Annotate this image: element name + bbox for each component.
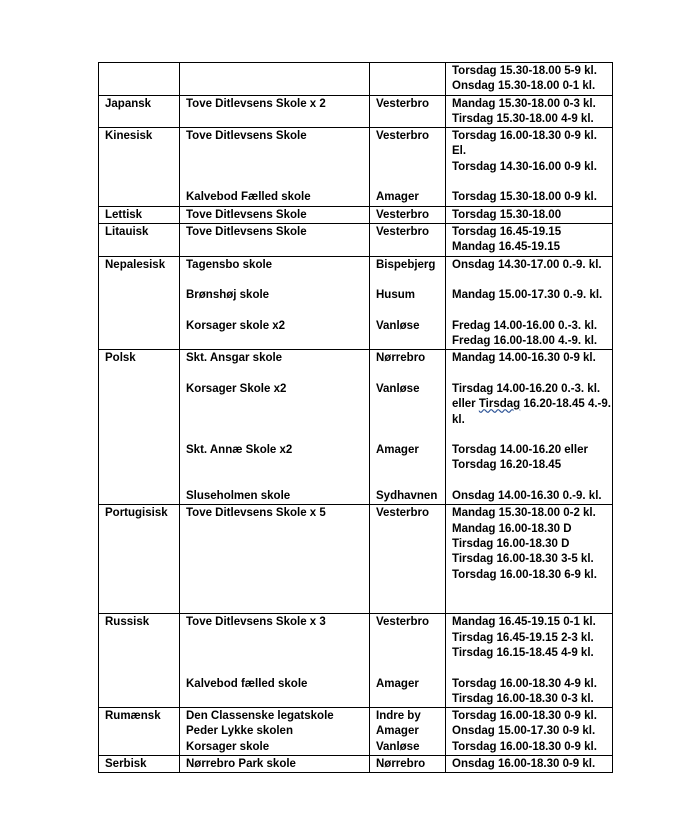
- area-name: [376, 631, 445, 646]
- school-name: Skt. Annæ Skole x2: [186, 444, 293, 457]
- school-cell: [180, 756, 370, 773]
- area-cell: [370, 756, 446, 773]
- language-cell: [99, 756, 180, 773]
- school-name: Tove Ditlevsens Skole x 2: [186, 97, 326, 110]
- area-cell: [370, 63, 446, 96]
- area-name: Vesterbro: [376, 616, 430, 629]
- area-name: Nørrebro: [376, 352, 426, 365]
- table-row: [99, 223, 613, 256]
- language-cell: [99, 128, 180, 206]
- school-name: Peder Lykke skolen: [186, 725, 293, 738]
- time-slot: Mandag 15.30-18.00 0-3 kl.: [452, 97, 596, 110]
- school-name: Tove Ditlevsens Skole: [186, 130, 307, 143]
- area-name: Amager: [376, 191, 419, 204]
- language-cell: [99, 206, 180, 223]
- time-slot: [452, 367, 612, 382]
- language-name: Portugisisk: [105, 507, 168, 520]
- school-cell: [180, 206, 370, 223]
- time-slot: Onsdag 14.30-17.00 0.-9. kl.: [452, 258, 602, 271]
- table-row: [99, 63, 613, 96]
- school-name: Tove Ditlevsens Skole x 3: [186, 616, 326, 629]
- school-name: [186, 160, 369, 175]
- language-name: Japansk: [105, 97, 152, 110]
- time-slot: Mandag 16.45-19.15 0-1 kl.: [452, 616, 596, 629]
- area-name: [376, 64, 445, 79]
- school-name: [186, 631, 369, 646]
- language-name: Serbisk: [105, 758, 147, 771]
- school-cell: [180, 505, 370, 614]
- school-name: Nørrebro Park skole: [186, 758, 296, 771]
- area-name: Indre by: [376, 710, 421, 723]
- language-cell: [99, 505, 180, 614]
- time-slot: Onsdag 14.00-16.30 0.-9. kl.: [452, 490, 602, 503]
- school-name: [186, 474, 369, 489]
- time-slot: Tirsdag 16.15-18.45 4-9 kl.: [452, 646, 594, 659]
- school-cell: [180, 256, 370, 350]
- school-cell: [180, 708, 370, 756]
- table-body: [99, 63, 613, 773]
- language-name: [105, 64, 179, 79]
- area-name: [376, 646, 445, 661]
- school-cell: [180, 223, 370, 256]
- time-slot-alternative: [452, 397, 612, 428]
- area-name: Vanløse: [376, 319, 420, 332]
- area-cell: [370, 708, 446, 756]
- time-slot: [452, 303, 612, 318]
- area-name: [376, 175, 445, 190]
- school-cell: [180, 63, 370, 96]
- times-cell: [446, 223, 613, 256]
- school-name: [186, 397, 369, 412]
- area-cell: [370, 95, 446, 128]
- time-slot: Mandag 16.00-18.30 D: [452, 522, 572, 535]
- times-cell: [446, 756, 613, 773]
- time-slot: Mandag 15.30-18.00 0-2 kl.: [452, 507, 596, 520]
- time-slot: [452, 661, 612, 676]
- time-slot: Torsdag 14.00-16.20 eller: [452, 444, 588, 457]
- time-slot: Tirsdag 16.45-19.15 2-3 kl.: [452, 631, 594, 644]
- language-name: Kinesisk: [105, 130, 153, 143]
- time-slot: Tirsdag 16.00-18.30 D: [452, 537, 570, 550]
- time-slot: Mandag 15.00-17.30 0.-9. kl.: [452, 289, 603, 302]
- times-cell: [446, 505, 613, 614]
- spellcheck-marked-word: Tirsdag: [478, 398, 521, 411]
- area-cell: [370, 223, 446, 256]
- language-name: Rumænsk: [105, 710, 161, 723]
- area-cell: [370, 350, 446, 505]
- school-name: [186, 79, 369, 94]
- table-row: [99, 505, 613, 614]
- area-name: [376, 303, 445, 318]
- time-slot: Tirsdag 16.00-18.30 0-3 kl.: [452, 692, 594, 705]
- school-name: [186, 661, 369, 676]
- school-name: Korsager skole: [186, 740, 270, 753]
- times-cell: [446, 256, 613, 350]
- area-name: [376, 397, 445, 412]
- school-name: Den Classenske legatskole: [186, 710, 334, 723]
- time-slot: Torsdag 14.30-16.00 0-9 kl.: [452, 160, 597, 173]
- times-cell: [446, 63, 613, 96]
- area-name: Amager: [376, 444, 419, 457]
- area-name: [376, 474, 445, 489]
- school-name: Tove Ditlevsens Skole: [186, 208, 307, 221]
- table-row: [99, 350, 613, 505]
- area-name: Vesterbro: [376, 97, 430, 110]
- school-name: Sluseholmen skole: [186, 490, 291, 503]
- area-name: Husum: [376, 289, 415, 302]
- area-name: Vesterbro: [376, 507, 430, 520]
- area-name: Vesterbro: [376, 225, 430, 238]
- school-name: Korsager skole x2: [186, 319, 286, 332]
- school-name: [186, 334, 369, 349]
- table-row: [99, 128, 613, 206]
- area-name: Sydhavnen: [376, 490, 438, 503]
- school-name: Kalvebod Fælled skole: [186, 191, 311, 204]
- area-name: [376, 334, 445, 349]
- school-name: Korsager Skole x2: [186, 382, 287, 395]
- area-name: Amager: [376, 677, 419, 690]
- area-cell: [370, 505, 446, 614]
- time-slot: Torsdag 15.30-18.00: [452, 208, 562, 221]
- school-cell: [180, 350, 370, 505]
- times-cell: [446, 350, 613, 505]
- area-name: Vanløse: [376, 382, 420, 395]
- school-name: [186, 273, 369, 288]
- time-slot: Torsdag 16.00-18.30 0-9 kl.: [452, 710, 597, 723]
- language-cell: [99, 95, 180, 128]
- time-slot: Onsdag 15.00-17.30 0-9 kl.: [452, 725, 596, 738]
- time-slot-prefix: eller: [452, 398, 479, 411]
- time-slot: Torsdag 16.00-18.30 0-9 kl.: [452, 740, 597, 753]
- area-name: Nørrebro: [376, 758, 426, 771]
- language-cell: [99, 708, 180, 756]
- language-name: Litauisk: [105, 225, 149, 238]
- area-name: Vesterbro: [376, 130, 430, 143]
- language-name: Lettisk: [105, 208, 143, 221]
- school-name: [186, 175, 369, 190]
- area-name: [376, 273, 445, 288]
- language-name: Nepalesisk: [105, 258, 166, 271]
- area-cell: [370, 614, 446, 708]
- language-schedule-table: [98, 62, 613, 773]
- table-row: [99, 256, 613, 350]
- times-cell: [446, 128, 613, 206]
- time-slot: Onsdag 16.00-18.30 0-9 kl.: [452, 758, 596, 771]
- language-cell: [99, 63, 180, 96]
- school-name: Kalvebod fælled skole: [186, 677, 308, 690]
- area-name: [376, 692, 445, 707]
- school-name: Tove Ditlevsens Skole: [186, 225, 307, 238]
- time-slot: Torsdag 16.00-18.30 0-9 kl.: [452, 130, 597, 143]
- time-slot: [452, 583, 612, 598]
- area-name: [376, 160, 445, 175]
- time-slot: Torsdag 16.00-18.30 6-9 kl.: [452, 568, 597, 581]
- school-name: [186, 646, 369, 661]
- table-row: [99, 206, 613, 223]
- language-name: Russisk: [105, 616, 150, 629]
- time-slot: [452, 598, 612, 613]
- school-name: [186, 144, 369, 159]
- time-slot: Fredag 14.00-16.00 0.-3. kl.: [452, 319, 598, 332]
- language-cell: [99, 223, 180, 256]
- area-name: [376, 413, 445, 428]
- time-slot: Torsdag 15.30-18.00 5-9 kl.: [452, 65, 597, 77]
- language-name: Polsk: [105, 352, 136, 365]
- time-slot: [452, 474, 612, 489]
- times-cell: [446, 708, 613, 756]
- school-name: Brønshøj skole: [186, 289, 270, 302]
- time-slot-suffix: 16.20-18.45 4.-9. kl.: [452, 398, 611, 426]
- time-slot: Torsdag 15.30-18.00 0-9 kl.: [452, 191, 597, 204]
- table-row: [99, 756, 613, 773]
- time-slot: Tirsdag 16.00-18.30 3-5 kl.: [452, 553, 594, 566]
- school-name: [186, 458, 369, 473]
- language-cell: [99, 350, 180, 505]
- area-name: [376, 367, 445, 382]
- times-cell: [446, 614, 613, 708]
- school-name: [186, 64, 369, 79]
- school-name: [186, 413, 369, 428]
- table-row: [99, 614, 613, 708]
- time-slot: [452, 428, 612, 443]
- area-name: Vanløse: [376, 740, 420, 753]
- school-name: [186, 303, 369, 318]
- school-name: Tove Ditlevsens Skole x 5: [186, 507, 326, 520]
- time-slot: [452, 175, 612, 190]
- time-slot: Mandag 16.45-19.15: [452, 241, 561, 254]
- school-cell: [180, 95, 370, 128]
- area-name: [376, 79, 445, 94]
- time-slot: Tirsdag 15.30-18.00 4-9 kl.: [452, 112, 594, 125]
- time-slot: [452, 273, 612, 288]
- area-name: Bispebjerg: [376, 258, 436, 271]
- time-slot: Onsdag 15.30-18.00 0-1 kl.: [452, 80, 596, 93]
- school-name: Skt. Ansgar skole: [186, 352, 283, 365]
- time-slot: Fredag 16.00-18.00 4.-9. kl.: [452, 335, 598, 348]
- school-cell: [180, 614, 370, 708]
- school-name: [186, 428, 369, 443]
- time-slot: Torsdag 16.20-18.45: [452, 459, 562, 472]
- area-cell: [370, 206, 446, 223]
- language-cell: [99, 256, 180, 350]
- area-cell: [370, 128, 446, 206]
- language-cell: [99, 614, 180, 708]
- area-name: [376, 144, 445, 159]
- area-name: [376, 428, 445, 443]
- school-name: [186, 367, 369, 382]
- area-name: Amager: [376, 725, 419, 738]
- area-cell: [370, 256, 446, 350]
- time-slot: El.: [452, 145, 467, 158]
- area-name: [376, 458, 445, 473]
- school-name: [186, 692, 369, 707]
- table-row: [99, 708, 613, 756]
- time-slot: Torsdag 16.00-18.30 4-9 kl.: [452, 677, 597, 690]
- school-cell: [180, 128, 370, 206]
- table-row: [99, 95, 613, 128]
- area-name: [376, 661, 445, 676]
- times-cell: [446, 95, 613, 128]
- time-slot: Tirsdag 14.00-16.20 0.-3. kl.: [452, 382, 601, 395]
- time-slot: Mandag 14.00-16.30 0-9 kl.: [452, 352, 596, 365]
- school-name: Tagensbo skole: [186, 258, 273, 271]
- times-cell: [446, 206, 613, 223]
- area-name: Vesterbro: [376, 208, 430, 221]
- time-slot: Torsdag 16.45-19.15: [452, 225, 562, 238]
